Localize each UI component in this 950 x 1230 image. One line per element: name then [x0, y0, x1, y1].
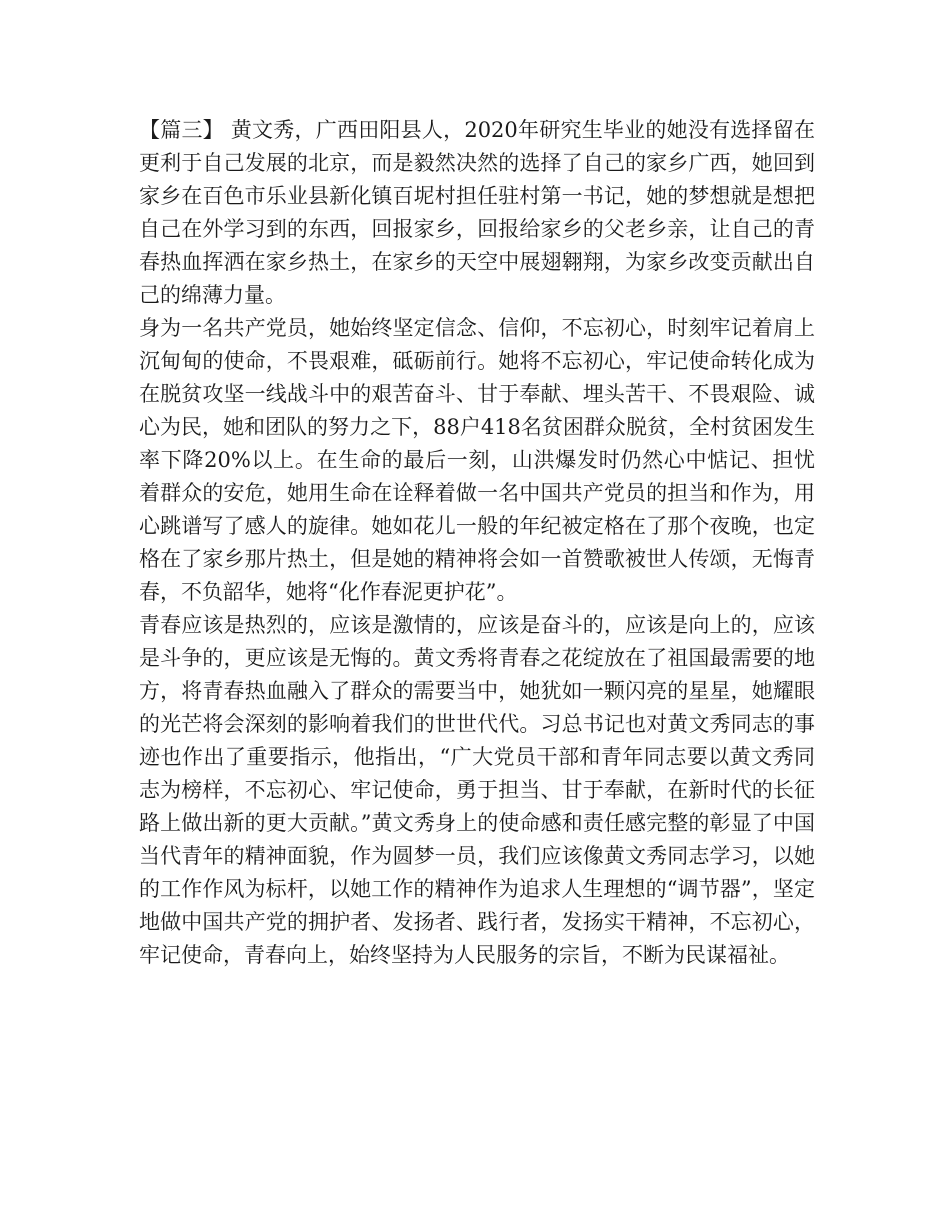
paragraph-party-member: 身为一名共产党员，她始终坚定信念、信仰，不忘初心，时刻牢记着肩上沉甸甸的使命，不畏艰难，砥砺前行。她将不忘初心，牢记使命转化成为在脱贫攻坚一线战斗中的艰苦奋斗、甘于奉献、埋头苦干、不畏艰险、诚心为民，她和团队的努力之下，88户418名贫困群众脱贫，全村贫困发生率下降20%以上。在生命的最后一刻，山洪爆发时仍然心中惦记、担忧着群众的安危，她用生命在诠释着做一名中国共产党员的担当和作为，用心跳谱写了感人的旋律。她如花儿一般的年纪被定格在了那个夜晚，也定格在了家乡那片热土，但是她的精神将会如一首赞歌被世人传颂，无悔青春，不负韶华，她将“化作春泥更护花”。 [139, 316, 815, 604]
paragraph-intro: 【篇三】 黄文秀，广西田阳县人，2020年研究生毕业的她没有选择留在更利于自己发展的北京，而是毅然决然的选择了自己的家乡广西，她回到家乡在百色市乐业县新化镇百坭村担任驻村第一书记，她的梦想就是想把自己在外学习到的东西，回报家乡，回报给家乡的父老乡亲，让自己的青春热血挥洒在家乡热土，在家乡的天空中展翅翱翔，为家乡改变贡献出自己的绵薄力量。 [139, 118, 815, 307]
document-body [139, 114, 815, 972]
paragraph-youth: 青春应该是热烈的，应该是激情的，应该是奋斗的，应该是向上的，应该是斗争的，更应该是无悔的。黄文秀将青春之花绽放在了祖国最需要的地方，将青春热血融入了群众的需要当中，她犹如一颗闪亮的星星，她耀眼的光芒将会深刻的影响着我们的世世代代。习总书记也对黄文秀同志的事迹也作出了重要指示，他指出，“广大党员干部和青年同志要以黄文秀同志为榜样，不忘初心、牢记使命，勇于担当、甘于奉献，在新时代的长征路上做出新的更大贡献。”黄文秀身上的使命感和责任感完整的彰显了中国当代青年的精神面貌，作为圆梦一员，我们应该像黄文秀同志学习，以她的工作作风为标杆，以她工作的精神作为追求人生理想的“调节器”，坚定地做中国共产党的拥护者、发扬者、践行者，发扬实干精神，不忘初心，牢记使命，青春向上，始终坚持为人民服务的宗旨，不断为民谋福祉。 [139, 613, 815, 967]
